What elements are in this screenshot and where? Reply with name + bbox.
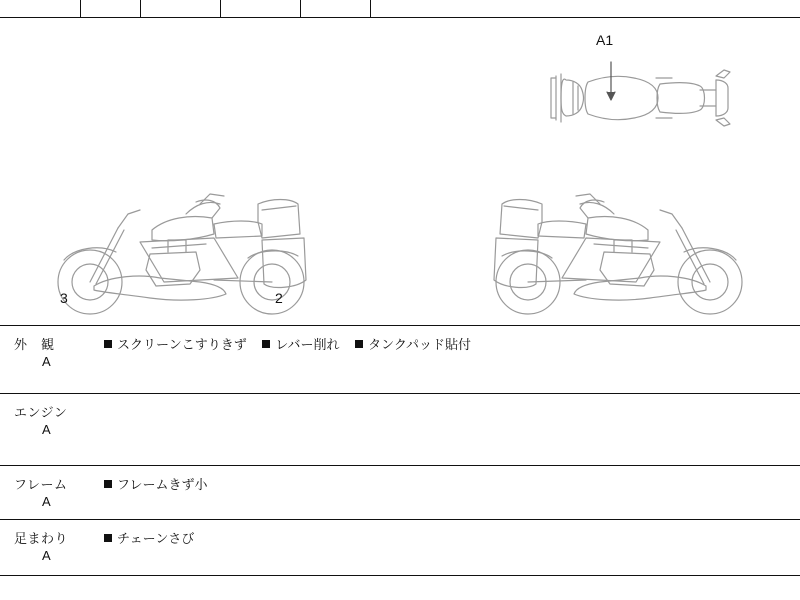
condition-note [104, 474, 207, 493]
condition-grade-exterior: A [42, 354, 51, 369]
condition-grade-engine: A [42, 422, 51, 437]
square-bullet-icon [104, 340, 112, 348]
condition-row-frame [0, 466, 800, 520]
condition-label-engine: エンジン [14, 405, 68, 420]
condition-note [355, 334, 471, 353]
top-table-cell-0 [0, 0, 80, 18]
top-table-cell-1 [80, 0, 140, 18]
top-table-cell-5 [370, 0, 800, 18]
condition-row-undercarriage [0, 520, 800, 576]
motorcycle-diagram-panel [0, 18, 800, 326]
condition-label-exterior: 外 観 [14, 337, 55, 352]
top-table-cell-2 [140, 0, 220, 18]
condition-note [262, 334, 339, 353]
condition-note-text: フレームきず小 [117, 477, 208, 492]
condition-notes-exterior [104, 334, 794, 353]
condition-row-exterior [0, 326, 800, 394]
side-view-left-motorcycle [58, 194, 306, 314]
callout-right-view: 2 [275, 290, 283, 306]
sheet-bottom-margin [0, 576, 800, 600]
condition-notes-frame [104, 474, 794, 493]
side-view-right-motorcycle [494, 194, 742, 314]
callout-left-view: 3 [60, 290, 68, 306]
square-bullet-icon [262, 340, 270, 348]
condition-note [104, 334, 247, 353]
condition-grade-frame: A [42, 494, 51, 509]
condition-label-undercarriage: 足まわり [14, 531, 69, 546]
callout-a1: A1 [596, 32, 614, 48]
condition-notes-undercarriage [104, 528, 794, 547]
top-table-strip [0, 0, 800, 18]
condition-row-engine [0, 394, 800, 466]
square-bullet-icon [355, 340, 363, 348]
square-bullet-icon [104, 534, 112, 542]
top-view-motorcycle [551, 62, 730, 126]
top-table-cell-3 [220, 0, 300, 18]
condition-note-text: レバー削れ [275, 337, 340, 352]
top-table-cell-4 [300, 0, 370, 18]
condition-note [104, 528, 194, 547]
condition-grade-undercarriage: A [42, 548, 51, 563]
condition-label-frame: フレーム [14, 477, 68, 492]
square-bullet-icon [104, 480, 112, 488]
motorcycle-diagram-svg [0, 18, 800, 324]
condition-note-text: チェーンさび [117, 531, 195, 546]
condition-note-text: スクリーンこすりきず [117, 337, 247, 352]
condition-note-text: タンクパッド貼付 [368, 337, 472, 352]
